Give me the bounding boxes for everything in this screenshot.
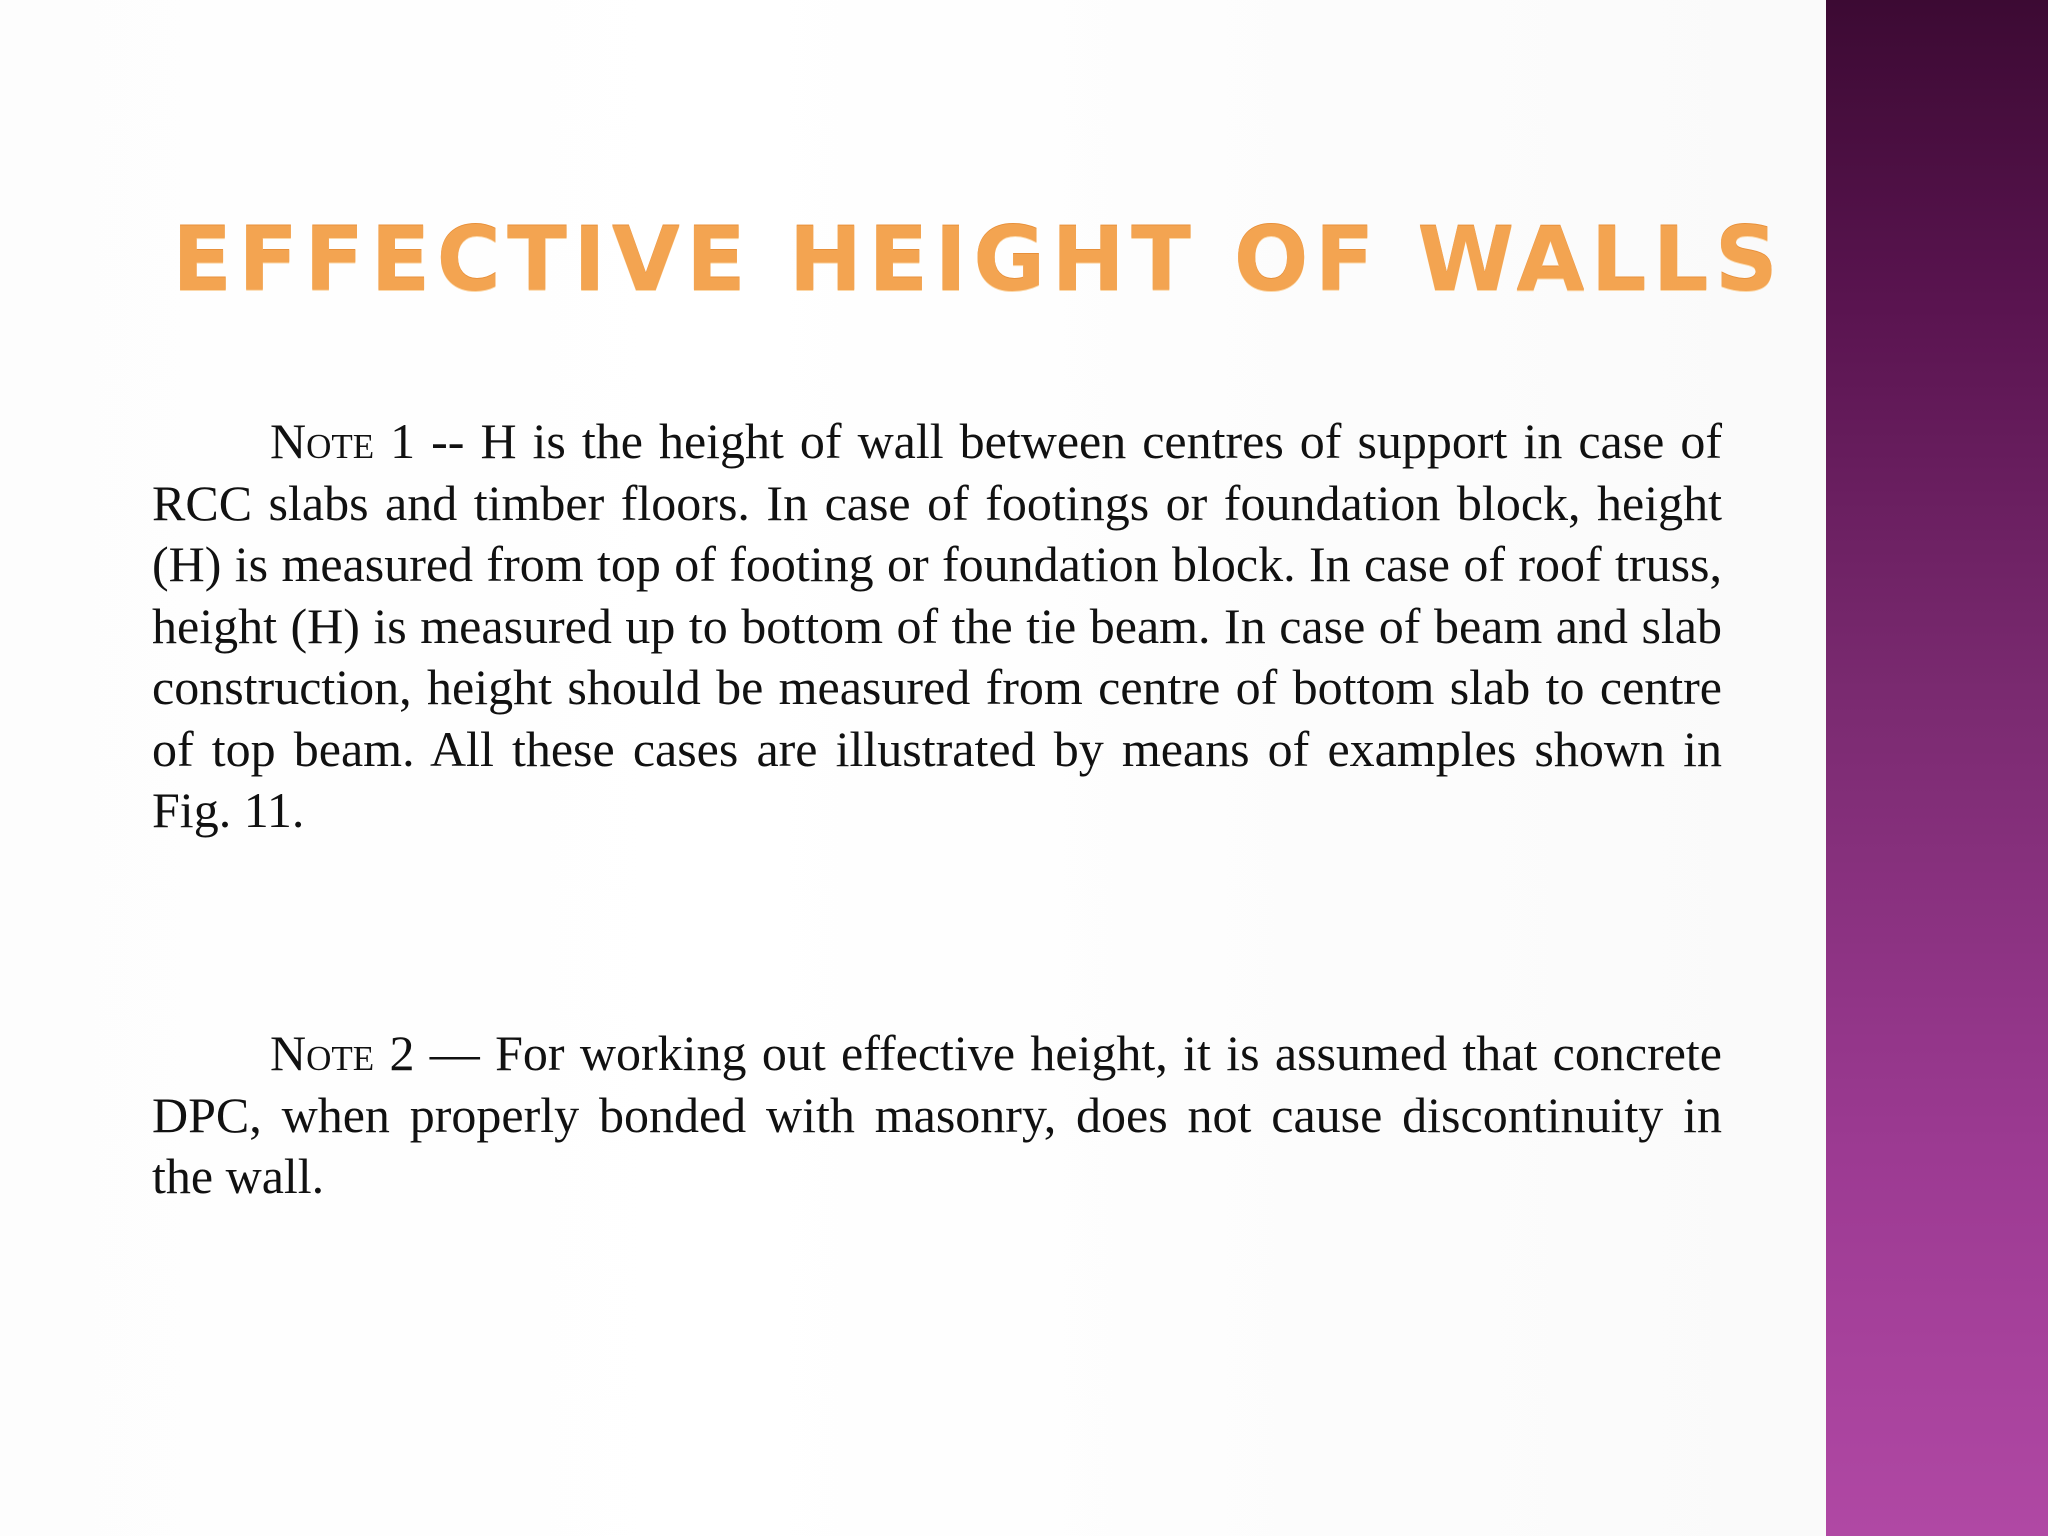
note-2-paragraph <box>152 1023 1722 1208</box>
note-2-label: Note 2 — <box>270 1025 480 1081</box>
note-1-text: H is the height of wall between centres of support in case of RCC slabs and timber floors. In case of footings or foundation block, height (H) is measured from top of footing or foundation block. In case of roof truss, height (H) is measured up to bottom of the tie beam. In case of beam and slab construction, height should be measured from centre of bottom slab to centre of top beam. All these cases are illustrated by means of examples shown in Fig. 11. <box>152 413 1722 838</box>
note-2-text: For working out effective height, it is assumed that concrete DPC, when properly bonded with masonry, does not cause discontinuity in the wall. <box>152 1025 1722 1204</box>
note-1-label: Note 1 -- <box>270 413 465 469</box>
decorative-side-bar <box>1826 0 2048 1536</box>
slide-title: EFFECTIVE HEIGHT OF WALLS <box>172 208 1785 311</box>
note-1-paragraph <box>152 411 1722 842</box>
